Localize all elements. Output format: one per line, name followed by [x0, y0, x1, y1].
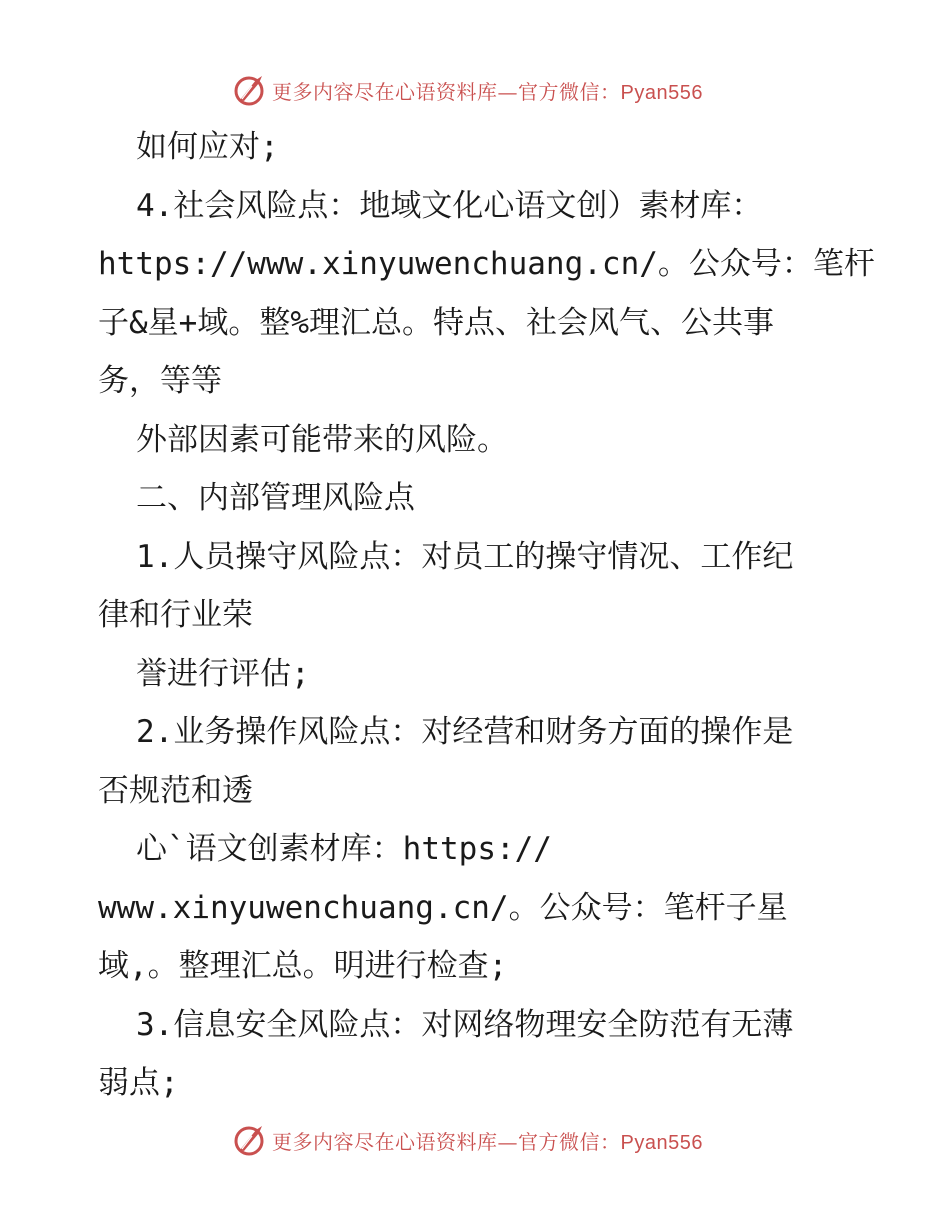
text-line: 否规范和透: [98, 772, 253, 809]
header-banner: [232, 70, 752, 110]
text-line: 3.信息安全风险点：对网络物理安全防范有无薄: [136, 1006, 794, 1043]
header-banner-cn: 更多内容尽在心语资料库—官方微信：: [272, 79, 621, 104]
text-line: 二、内部管理风险点: [136, 480, 415, 516]
text-line: 4.社会风险点：地域文化心语文创）素材库：: [136, 187, 763, 224]
text-line: 律和行业荣: [98, 597, 253, 633]
text-line: 1.人员操守风险点：对员工的操守情况、工作纪: [136, 538, 794, 575]
text-line: 外部因素可能带来的风险。: [136, 421, 508, 458]
quill-pen-circle-icon: [232, 72, 268, 108]
header-banner-wechat-id: Pyan556: [620, 81, 703, 104]
text-line: www.xinyuwenchuang.cn/。公众号：笔杆子星: [98, 889, 788, 926]
text-line: 2.业务操作风险点：对经营和财务方面的操作是: [136, 714, 794, 750]
text-line: https://www.xinyuwenchuang.cn/。公众号：笔杆: [98, 246, 875, 282]
footer-banner: [232, 1120, 752, 1160]
header-banner-text: [272, 76, 703, 105]
quill-pen-circle-icon: [232, 1122, 268, 1158]
text-line: 誉进行评估;: [136, 655, 310, 692]
text-line: 务，等等: [98, 363, 222, 399]
text-line: 弱点;: [98, 1065, 179, 1101]
footer-banner-wechat-id: Pyan556: [620, 1131, 703, 1154]
text-line: 心`语文创素材库：https://: [136, 831, 552, 867]
footer-banner-cn: 更多内容尽在心语资料库—官方微信：: [272, 1129, 621, 1154]
footer-banner-text: [272, 1126, 703, 1155]
text-line: 子&星+域。整%理汇总。特点、社会风气、公共事: [98, 304, 774, 341]
text-line: 如何应对;: [136, 129, 279, 165]
text-line: 域,。整理汇总。明进行检查;: [98, 948, 508, 984]
document-body: [98, 118, 875, 1113]
